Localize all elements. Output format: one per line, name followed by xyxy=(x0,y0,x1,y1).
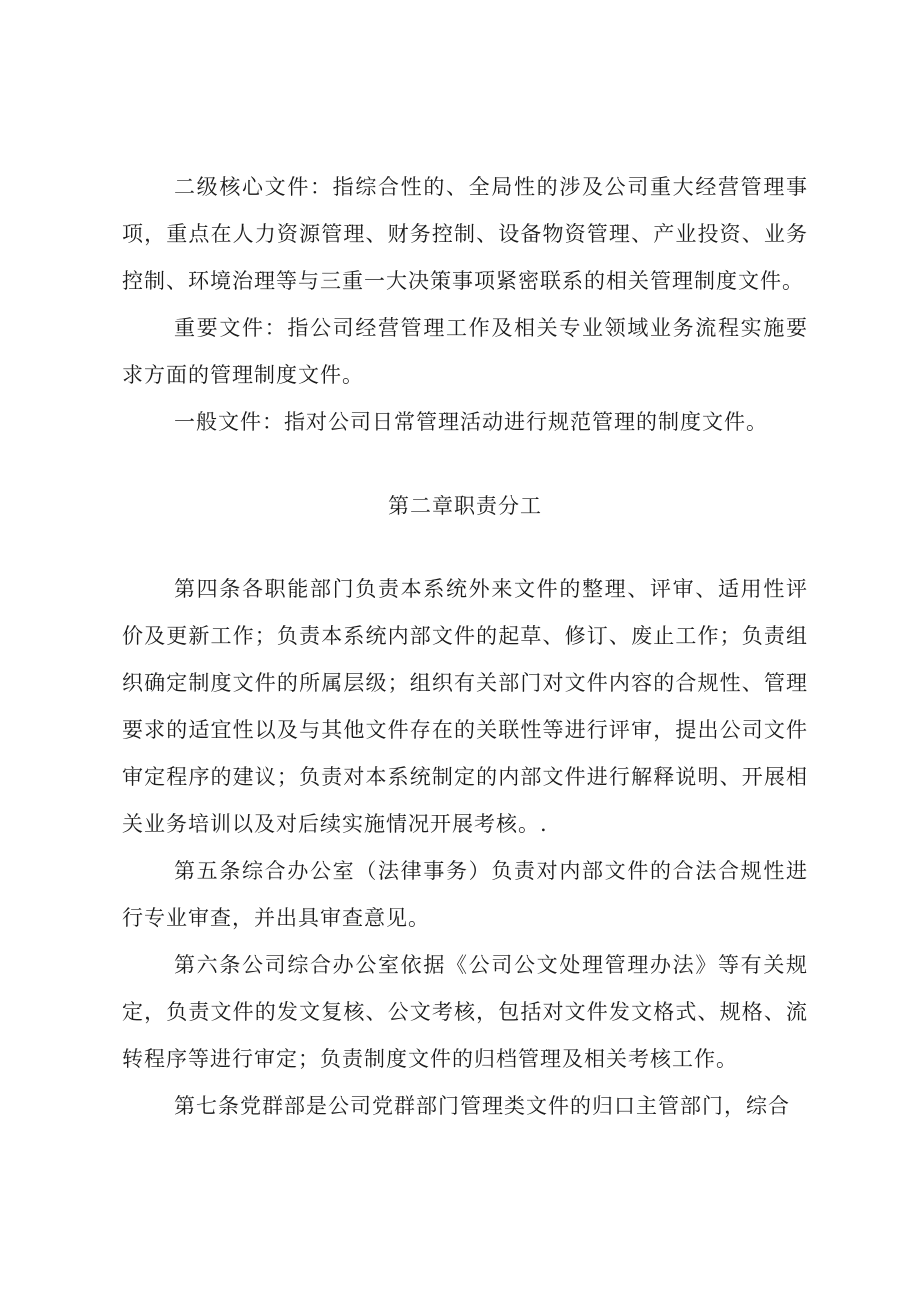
paragraph-article-6: 第六条公司综合办公室依据《公司公文处理管理办法》等有关规定，负责文件的发文复核、公文考核，包括对文件发文格式、规格、流转程序等进行审定；负责制度文件的归档管理及相关考核工作。 xyxy=(122,953,808,1071)
paragraph-article-7: 第七条党群部是公司党群部门管理类文件的归口主管部门，综合 xyxy=(174,1094,790,1118)
paragraph-article-5: 第五条综合办公室（法律事务）负责对内部文件的合法合规性进行专业审查，并出具审查意见。 xyxy=(122,859,808,930)
document-body xyxy=(122,164,808,1130)
paragraph-article-4: 第四条各职能部门负责本系统外来文件的整理、评审、适用性评价及更新工作；负责本系统内部文件的起草、修订、废止工作；负责组织确定制度文件的所属层级；组织有关部门对文件内容的合规性、管理要求的适宜性以及与其他文件存在的关联性等进行评审，提出公司文件审定程序的建议；负责对本系统制定的内部文件进行解释说明、开展相关业务培训以及对后续实施情况开展考核。. xyxy=(122,577,808,836)
chapter-heading: 第二章职责分工 xyxy=(388,494,542,518)
paragraph-general-files: 一般文件：指对公司日常管理活动进行规范管理的制度文件。 xyxy=(174,410,768,434)
chapter-heading-block xyxy=(122,446,808,566)
paragraph-level-two-core-files: 二级核心文件：指综合性的、全局性的涉及公司重大经营管理事项，重点在人力资源管理、财务控制、设备物资管理、产业投资、业务控制、环境治理等与三重一大决策事项紧密联系的相关管理制度文件。 xyxy=(122,175,808,293)
paragraph-important-files: 重要文件：指公司经营管理工作及相关专业领域业务流程实施要求方面的管理制度文件。 xyxy=(122,316,808,387)
